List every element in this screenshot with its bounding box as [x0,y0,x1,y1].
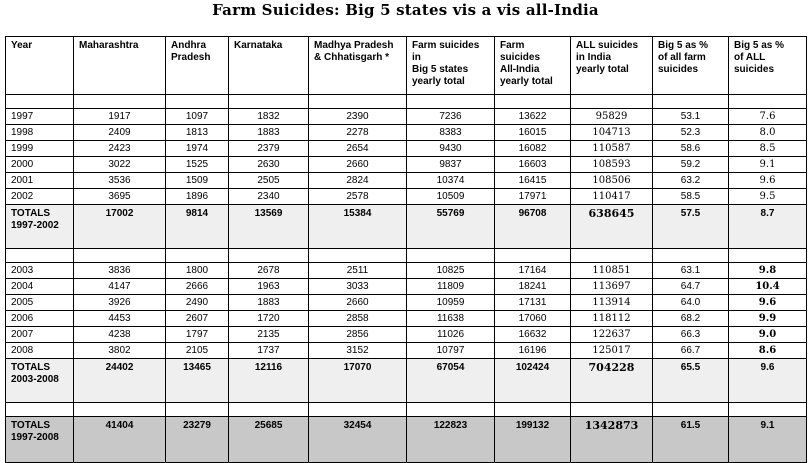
value-cell: 110851 [571,263,653,279]
column-header: ALL suicides in India yearly total [571,37,653,95]
empty-cell [166,403,229,417]
empty-cell [653,249,729,263]
value-cell: 2654 [309,141,407,157]
value-cell: 2824 [309,173,407,189]
value-cell: 1800 [166,263,229,279]
value-cell: 2409 [74,125,166,141]
table-row [6,279,807,295]
value-cell: 7236 [407,109,495,125]
totals-value: 96708 [495,205,571,249]
value-cell: 64.0 [653,295,729,311]
value-cell: 2379 [229,141,309,157]
value-cell: 2390 [309,109,407,125]
totals-value: 8.7 [729,205,807,249]
empty-cell [571,249,653,263]
empty-cell [6,249,74,263]
value-cell: 1832 [229,109,309,125]
empty-cell [74,249,166,263]
value-cell: 118112 [571,311,653,327]
value-cell: 2423 [74,141,166,157]
value-cell: 108593 [571,157,653,173]
value-cell: 3836 [74,263,166,279]
totals-value: 55769 [407,205,495,249]
value-cell: 10509 [407,189,495,205]
totals-row-1997-2002 [6,205,807,249]
empty-cell [166,249,229,263]
value-cell: 9.5 [729,189,807,205]
value-cell: 10959 [407,295,495,311]
value-cell: 16632 [495,327,571,343]
value-cell: 1097 [166,109,229,125]
value-cell: 7.6 [729,109,807,125]
value-cell: 10.4 [729,279,807,295]
table-row [6,157,807,173]
value-cell: 2278 [309,125,407,141]
totals-value: 638645 [571,205,653,249]
empty-cell [309,95,407,109]
value-cell: 17060 [495,311,571,327]
column-header: Maharashtra [74,37,166,95]
year-cell: 2008 [6,343,74,359]
value-cell: 9.6 [729,173,807,189]
header-row [6,37,807,95]
value-cell: 2105 [166,343,229,359]
value-cell: 1917 [74,109,166,125]
empty-cell [653,403,729,417]
value-cell: 64.7 [653,279,729,295]
value-cell: 104713 [571,125,653,141]
value-cell: 58.6 [653,141,729,157]
year-cell: 2007 [6,327,74,343]
empty-cell [653,95,729,109]
totals-value: 9.6 [729,359,807,403]
value-cell: 108506 [571,173,653,189]
value-cell: 53.1 [653,109,729,125]
column-header: Big 5 as % of ALL suicides [729,37,807,95]
totals-value: 17070 [309,359,407,403]
value-cell: 16415 [495,173,571,189]
value-cell: 113697 [571,279,653,295]
value-cell: 4453 [74,311,166,327]
empty-cell [6,95,74,109]
table-row [6,125,807,141]
value-cell: 63.1 [653,263,729,279]
year-cell: 1997 [6,109,74,125]
empty-cell [571,95,653,109]
empty-cell [229,95,309,109]
totals-value: 1342873 [571,417,653,463]
value-cell: 4147 [74,279,166,295]
value-cell: 2678 [229,263,309,279]
empty-cell [309,403,407,417]
empty-cell [229,403,309,417]
value-cell: 18241 [495,279,571,295]
table-row [6,141,807,157]
totals-row-2003-2008 [6,359,807,403]
totals-value: 122823 [407,417,495,463]
empty-cell [74,403,166,417]
value-cell: 9430 [407,141,495,157]
value-cell: 17971 [495,189,571,205]
value-cell: 1813 [166,125,229,141]
value-cell: 9.8 [729,263,807,279]
totals-value: 24402 [74,359,166,403]
value-cell: 3802 [74,343,166,359]
value-cell: 11809 [407,279,495,295]
totals-value: 704228 [571,359,653,403]
value-cell: 1525 [166,157,229,173]
year-cell: 2006 [6,311,74,327]
value-cell: 2578 [309,189,407,205]
value-cell: 113914 [571,295,653,311]
value-cell: 3536 [74,173,166,189]
spacer-row [6,403,807,417]
value-cell: 16082 [495,141,571,157]
value-cell: 2660 [309,295,407,311]
empty-cell [407,249,495,263]
year-cell: 1998 [6,125,74,141]
totals-label: TOTALS 2003-2008 [6,359,74,403]
empty-cell [166,95,229,109]
value-cell: 58.5 [653,189,729,205]
value-cell: 1720 [229,311,309,327]
empty-cell [407,403,495,417]
year-cell: 2001 [6,173,74,189]
column-header: Farm suicides in Big 5 states yearly total [407,37,495,95]
value-cell: 9.1 [729,157,807,173]
value-cell: 2135 [229,327,309,343]
totals-value: 102424 [495,359,571,403]
value-cell: 63.2 [653,173,729,189]
totals-value: 9.1 [729,417,807,463]
column-header: Big 5 as % of all farm suicides [653,37,729,95]
totals-value: 41404 [74,417,166,463]
value-cell: 3695 [74,189,166,205]
value-cell: 110587 [571,141,653,157]
empty-cell [729,403,807,417]
value-cell: 8.0 [729,125,807,141]
value-cell: 17164 [495,263,571,279]
totals-value: 67054 [407,359,495,403]
empty-cell [407,95,495,109]
value-cell: 10825 [407,263,495,279]
table-row [6,173,807,189]
value-cell: 16196 [495,343,571,359]
value-cell: 110417 [571,189,653,205]
empty-cell [495,249,571,263]
table-row [6,327,807,343]
value-cell: 1737 [229,343,309,359]
value-cell: 9.6 [729,295,807,311]
value-cell: 11026 [407,327,495,343]
value-cell: 3033 [309,279,407,295]
column-header: Year [6,37,74,95]
spacer-row [6,95,807,109]
value-cell: 1883 [229,125,309,141]
empty-cell [74,95,166,109]
table-row [6,311,807,327]
value-cell: 68.2 [653,311,729,327]
totals-value: 9814 [166,205,229,249]
table-row [6,343,807,359]
value-cell: 8.5 [729,141,807,157]
value-cell: 95829 [571,109,653,125]
value-cell: 2666 [166,279,229,295]
empty-cell [729,249,807,263]
page-title: Farm Suicides: Big 5 states vis a vis all-India [212,1,599,19]
totals-value: 57.5 [653,205,729,249]
value-cell: 11638 [407,311,495,327]
value-cell: 59.2 [653,157,729,173]
value-cell: 9.9 [729,311,807,327]
value-cell: 13622 [495,109,571,125]
value-cell: 1509 [166,173,229,189]
value-cell: 10797 [407,343,495,359]
empty-cell [495,95,571,109]
value-cell: 2490 [166,295,229,311]
value-cell: 8383 [407,125,495,141]
value-cell: 122637 [571,327,653,343]
empty-cell [6,403,74,417]
totals-value: 17002 [74,205,166,249]
value-cell: 8.6 [729,343,807,359]
value-cell: 3926 [74,295,166,311]
value-cell: 4238 [74,327,166,343]
totals-row-1997-2008 [6,417,807,463]
empty-cell [729,95,807,109]
value-cell: 3152 [309,343,407,359]
totals-value: 61.5 [653,417,729,463]
value-cell: 125017 [571,343,653,359]
value-cell: 2630 [229,157,309,173]
farm-suicides-table [5,36,807,463]
column-header: Farm suicides All-India yearly total [495,37,571,95]
value-cell: 1963 [229,279,309,295]
empty-cell [495,403,571,417]
totals-value: 12116 [229,359,309,403]
totals-label: TOTALS 1997-2008 [6,417,74,463]
table-row [6,189,807,205]
value-cell: 2856 [309,327,407,343]
empty-cell [229,249,309,263]
column-header: Karnataka [229,37,309,95]
value-cell: 16603 [495,157,571,173]
value-cell: 2505 [229,173,309,189]
totals-value: 65.5 [653,359,729,403]
value-cell: 2511 [309,263,407,279]
year-cell: 2002 [6,189,74,205]
value-cell: 66.3 [653,327,729,343]
year-cell: 2003 [6,263,74,279]
totals-value: 25685 [229,417,309,463]
value-cell: 10374 [407,173,495,189]
value-cell: 9837 [407,157,495,173]
year-cell: 2005 [6,295,74,311]
totals-value: 23279 [166,417,229,463]
table-row [6,263,807,279]
value-cell: 16015 [495,125,571,141]
table-row [6,109,807,125]
value-cell: 1974 [166,141,229,157]
value-cell: 2858 [309,311,407,327]
value-cell: 2607 [166,311,229,327]
spacer-row [6,249,807,263]
year-cell: 2004 [6,279,74,295]
totals-label: TOTALS 1997-2002 [6,205,74,249]
totals-value: 199132 [495,417,571,463]
column-header: Andhra Pradesh [166,37,229,95]
totals-value: 13465 [166,359,229,403]
value-cell: 66.7 [653,343,729,359]
column-header: Madhya Pradesh & Chhatisgarh * [309,37,407,95]
value-cell: 1797 [166,327,229,343]
table-row [6,295,807,311]
totals-value: 13569 [229,205,309,249]
value-cell: 1883 [229,295,309,311]
totals-value: 32454 [309,417,407,463]
year-cell: 1999 [6,141,74,157]
year-cell: 2000 [6,157,74,173]
value-cell: 1896 [166,189,229,205]
value-cell: 3022 [74,157,166,173]
value-cell: 52.3 [653,125,729,141]
totals-value: 15384 [309,205,407,249]
empty-cell [571,403,653,417]
value-cell: 9.0 [729,327,807,343]
value-cell: 17131 [495,295,571,311]
value-cell: 2660 [309,157,407,173]
value-cell: 2340 [229,189,309,205]
empty-cell [309,249,407,263]
